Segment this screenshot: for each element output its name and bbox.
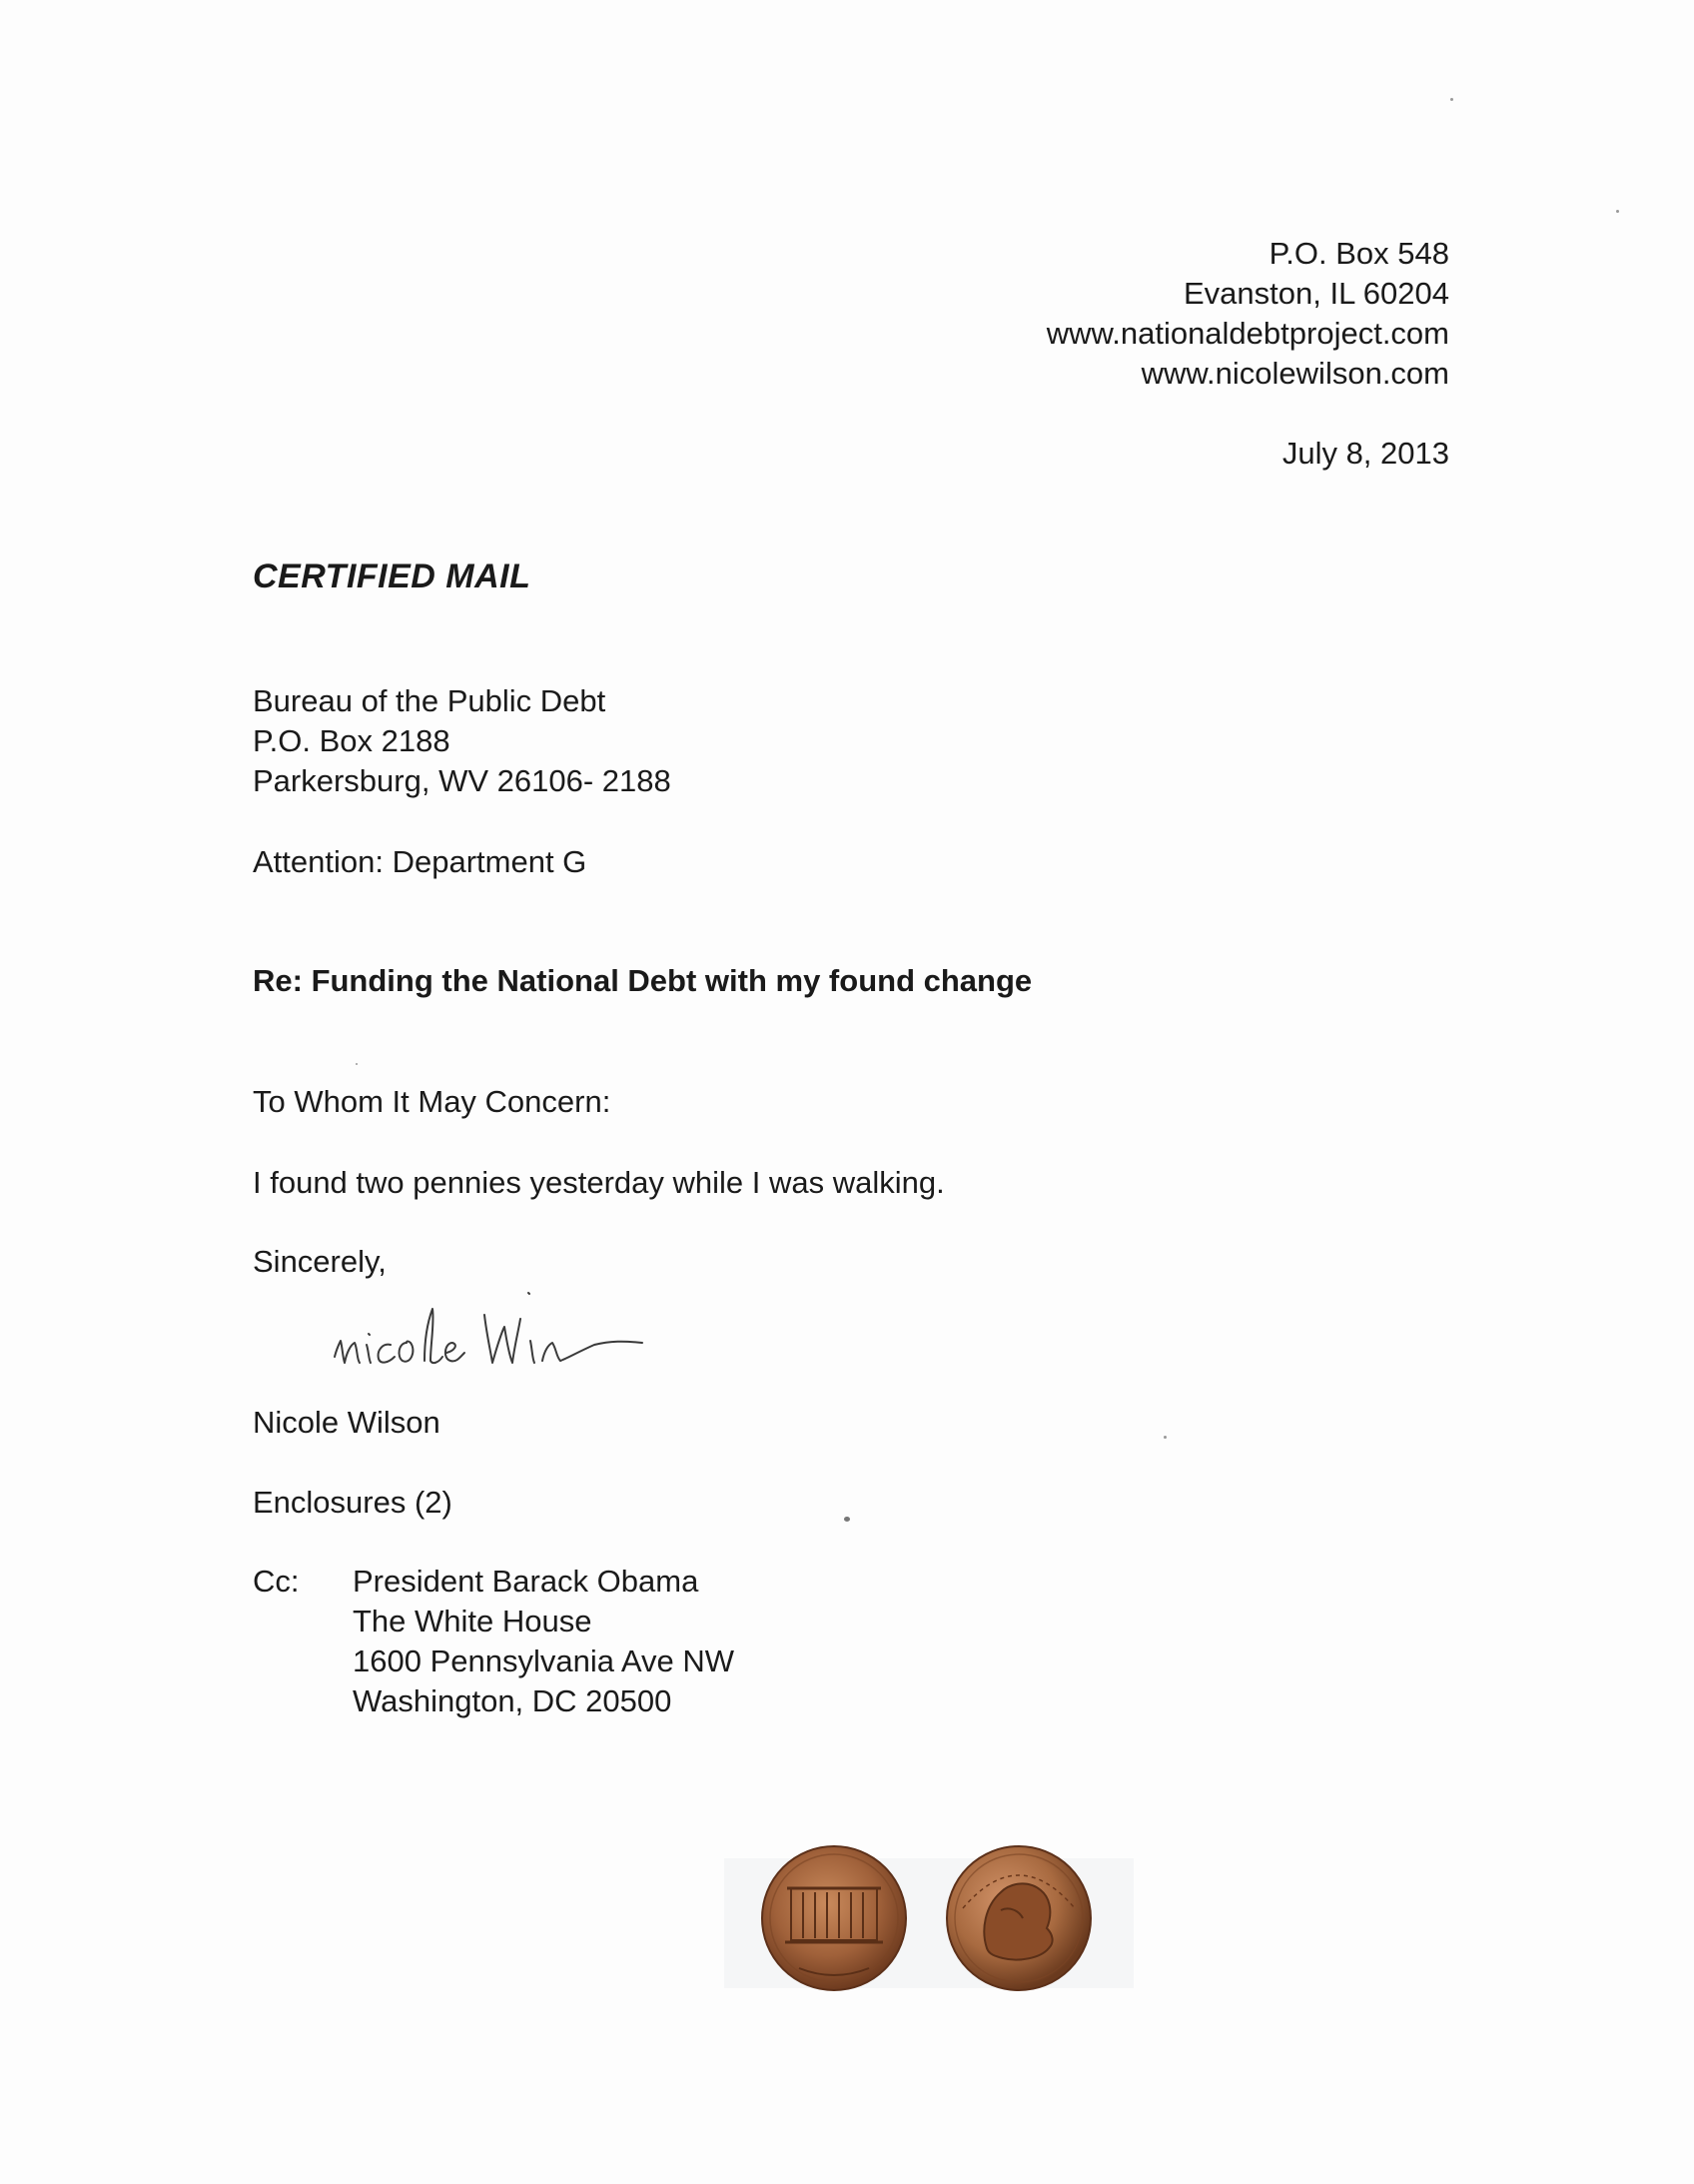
paper-speck [1616, 210, 1619, 213]
penny-reverse-icon [762, 1846, 906, 1990]
cc-address [353, 1562, 734, 1721]
letter-date: July 8, 2013 [1281, 436, 1449, 471]
paper-speck [1164, 1436, 1167, 1439]
recipient-line: P.O. Box 2188 [253, 723, 450, 758]
salutation: To Whom It May Concern: [253, 1084, 611, 1119]
sender-website: www.nicolewilson.com [1141, 356, 1449, 391]
recipient-address [253, 681, 671, 801]
closing: Sincerely, [253, 1244, 387, 1279]
attention-line: Attention: Department G [253, 844, 587, 879]
paper-speck [1450, 98, 1453, 101]
enclosures-line: Enclosures (2) [253, 1485, 452, 1520]
cc-label: Cc: [253, 1564, 300, 1599]
handwritten-signature [325, 1279, 704, 1379]
letter-body: I found two pennies yesterday while I was walking. [253, 1165, 945, 1200]
penny-obverse-icon [947, 1846, 1091, 1990]
recipient-line: Bureau of the Public Debt [253, 683, 606, 718]
sender-line: Evanston, IL 60204 [1184, 276, 1449, 311]
cc-line: Washington, DC 20500 [353, 1683, 672, 1718]
cc-line: President Barack Obama [353, 1564, 699, 1599]
cc-line: 1600 Pennsylvania Ave NW [353, 1643, 734, 1678]
sender-website: www.nationaldebtproject.com [1046, 316, 1449, 351]
recipient-line: Parkersburg, WV 26106- 2188 [253, 763, 671, 798]
subject-line: Re: Funding the National Debt with my found change [253, 963, 1033, 998]
sender-address [1047, 234, 1449, 394]
cc-line: The White House [353, 1604, 592, 1638]
paper-speck [356, 1063, 358, 1065]
signer-name: Nicole Wilson [253, 1405, 440, 1440]
sender-line: P.O. Box 548 [1269, 236, 1449, 271]
paper-speck [844, 1517, 850, 1522]
enclosed-pennies [719, 1818, 1139, 2018]
certified-mail-heading: CERTIFIED MAIL [253, 557, 531, 595]
